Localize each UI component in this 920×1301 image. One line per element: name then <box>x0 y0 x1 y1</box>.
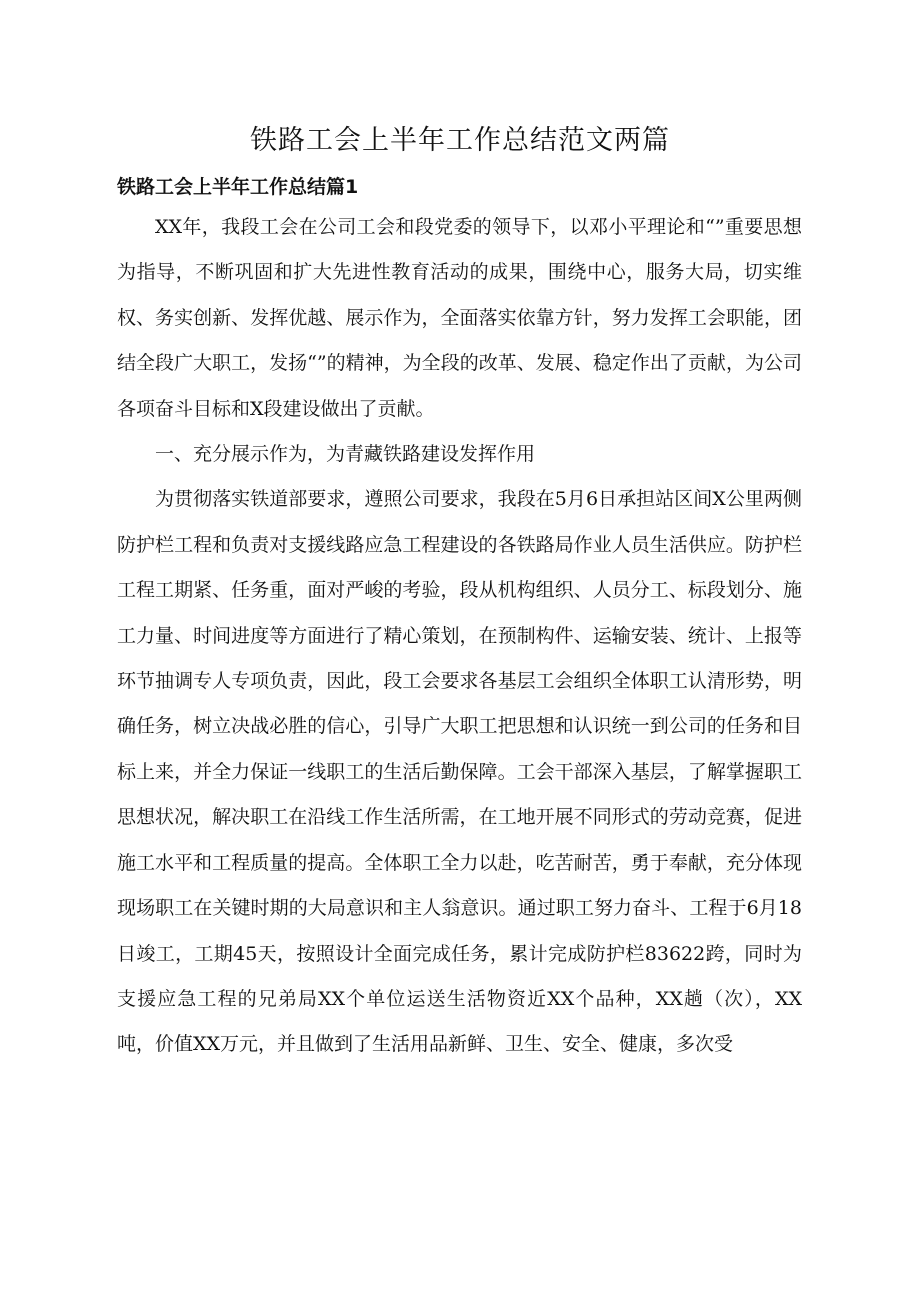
document-title: 铁路工会上半年工作总结范文两篇 <box>250 125 670 156</box>
paragraph-intro: XX年，我段工会在公司工会和段党委的领导下，以邓小平理论和“”重要思想为指导，不断巩固和扩大先进性教育活动的成果，围绕中心，服务大局，切实维权、务实创新、发挥优越、展示作为，全面落实依靠方针，努力发挥工会职能，团结全段广大职工，发扬“”的精神，为全段的改革、发展、稳定作出了贡献，为公司各项奋斗目标和X段建设做出了贡献。 <box>117 216 802 420</box>
document-body <box>117 205 802 1068</box>
paragraph-subheading: 一、充分展示作为，为青藏铁路建设发挥作用 <box>155 443 536 466</box>
paragraph-main: 为贯彻落实铁道部要求，遵照公司要求，我段在5月6日承担站区间X公里两侧防护栏工程和负责对支援线路应急工程建设的各铁路局作业人员生活供应。防护栏工程工期紧、任务重，面对严峻的考验，段从机构组织、人员分工、标段划分、施工力量、时间进度等方面进行了精心策划，在预制构件、运输安装、统计、上报等环节抽调专人专项负责，因此，段工会要求各基层工会组织全体职工认清形势，明确任务，树立决战必胜的信心，引导广大职工把思想和认识统一到公司的任务和目标上来，并全力保证一线职工的生活后勤保障。工会干部深入基层，了解掌握职工思想状况，解决职工在沿线工作生活所需，在工地开展不同形式的劳动竞赛，促进施工水平和工程质量的提高。全体职工全力以赴，吃苦耐苦，勇于奉献，充分体现现场职工在关键时期的大局意识和主人翁意识。通过职工努力奋斗、工程于6月18日竣工，工期45天，按照设计全面完成任务，累计完成防护栏83622跨，同时为支援应急工程的兄弟局XX个单位运送生活物资近XX个品种，XX趟（次），XX吨，价值XX万元，并且做到了生活用品新鲜、卫生、安全、健康，多次受 <box>117 488 802 1056</box>
section-heading: 铁路工会上半年工作总结篇1 <box>117 176 359 198</box>
